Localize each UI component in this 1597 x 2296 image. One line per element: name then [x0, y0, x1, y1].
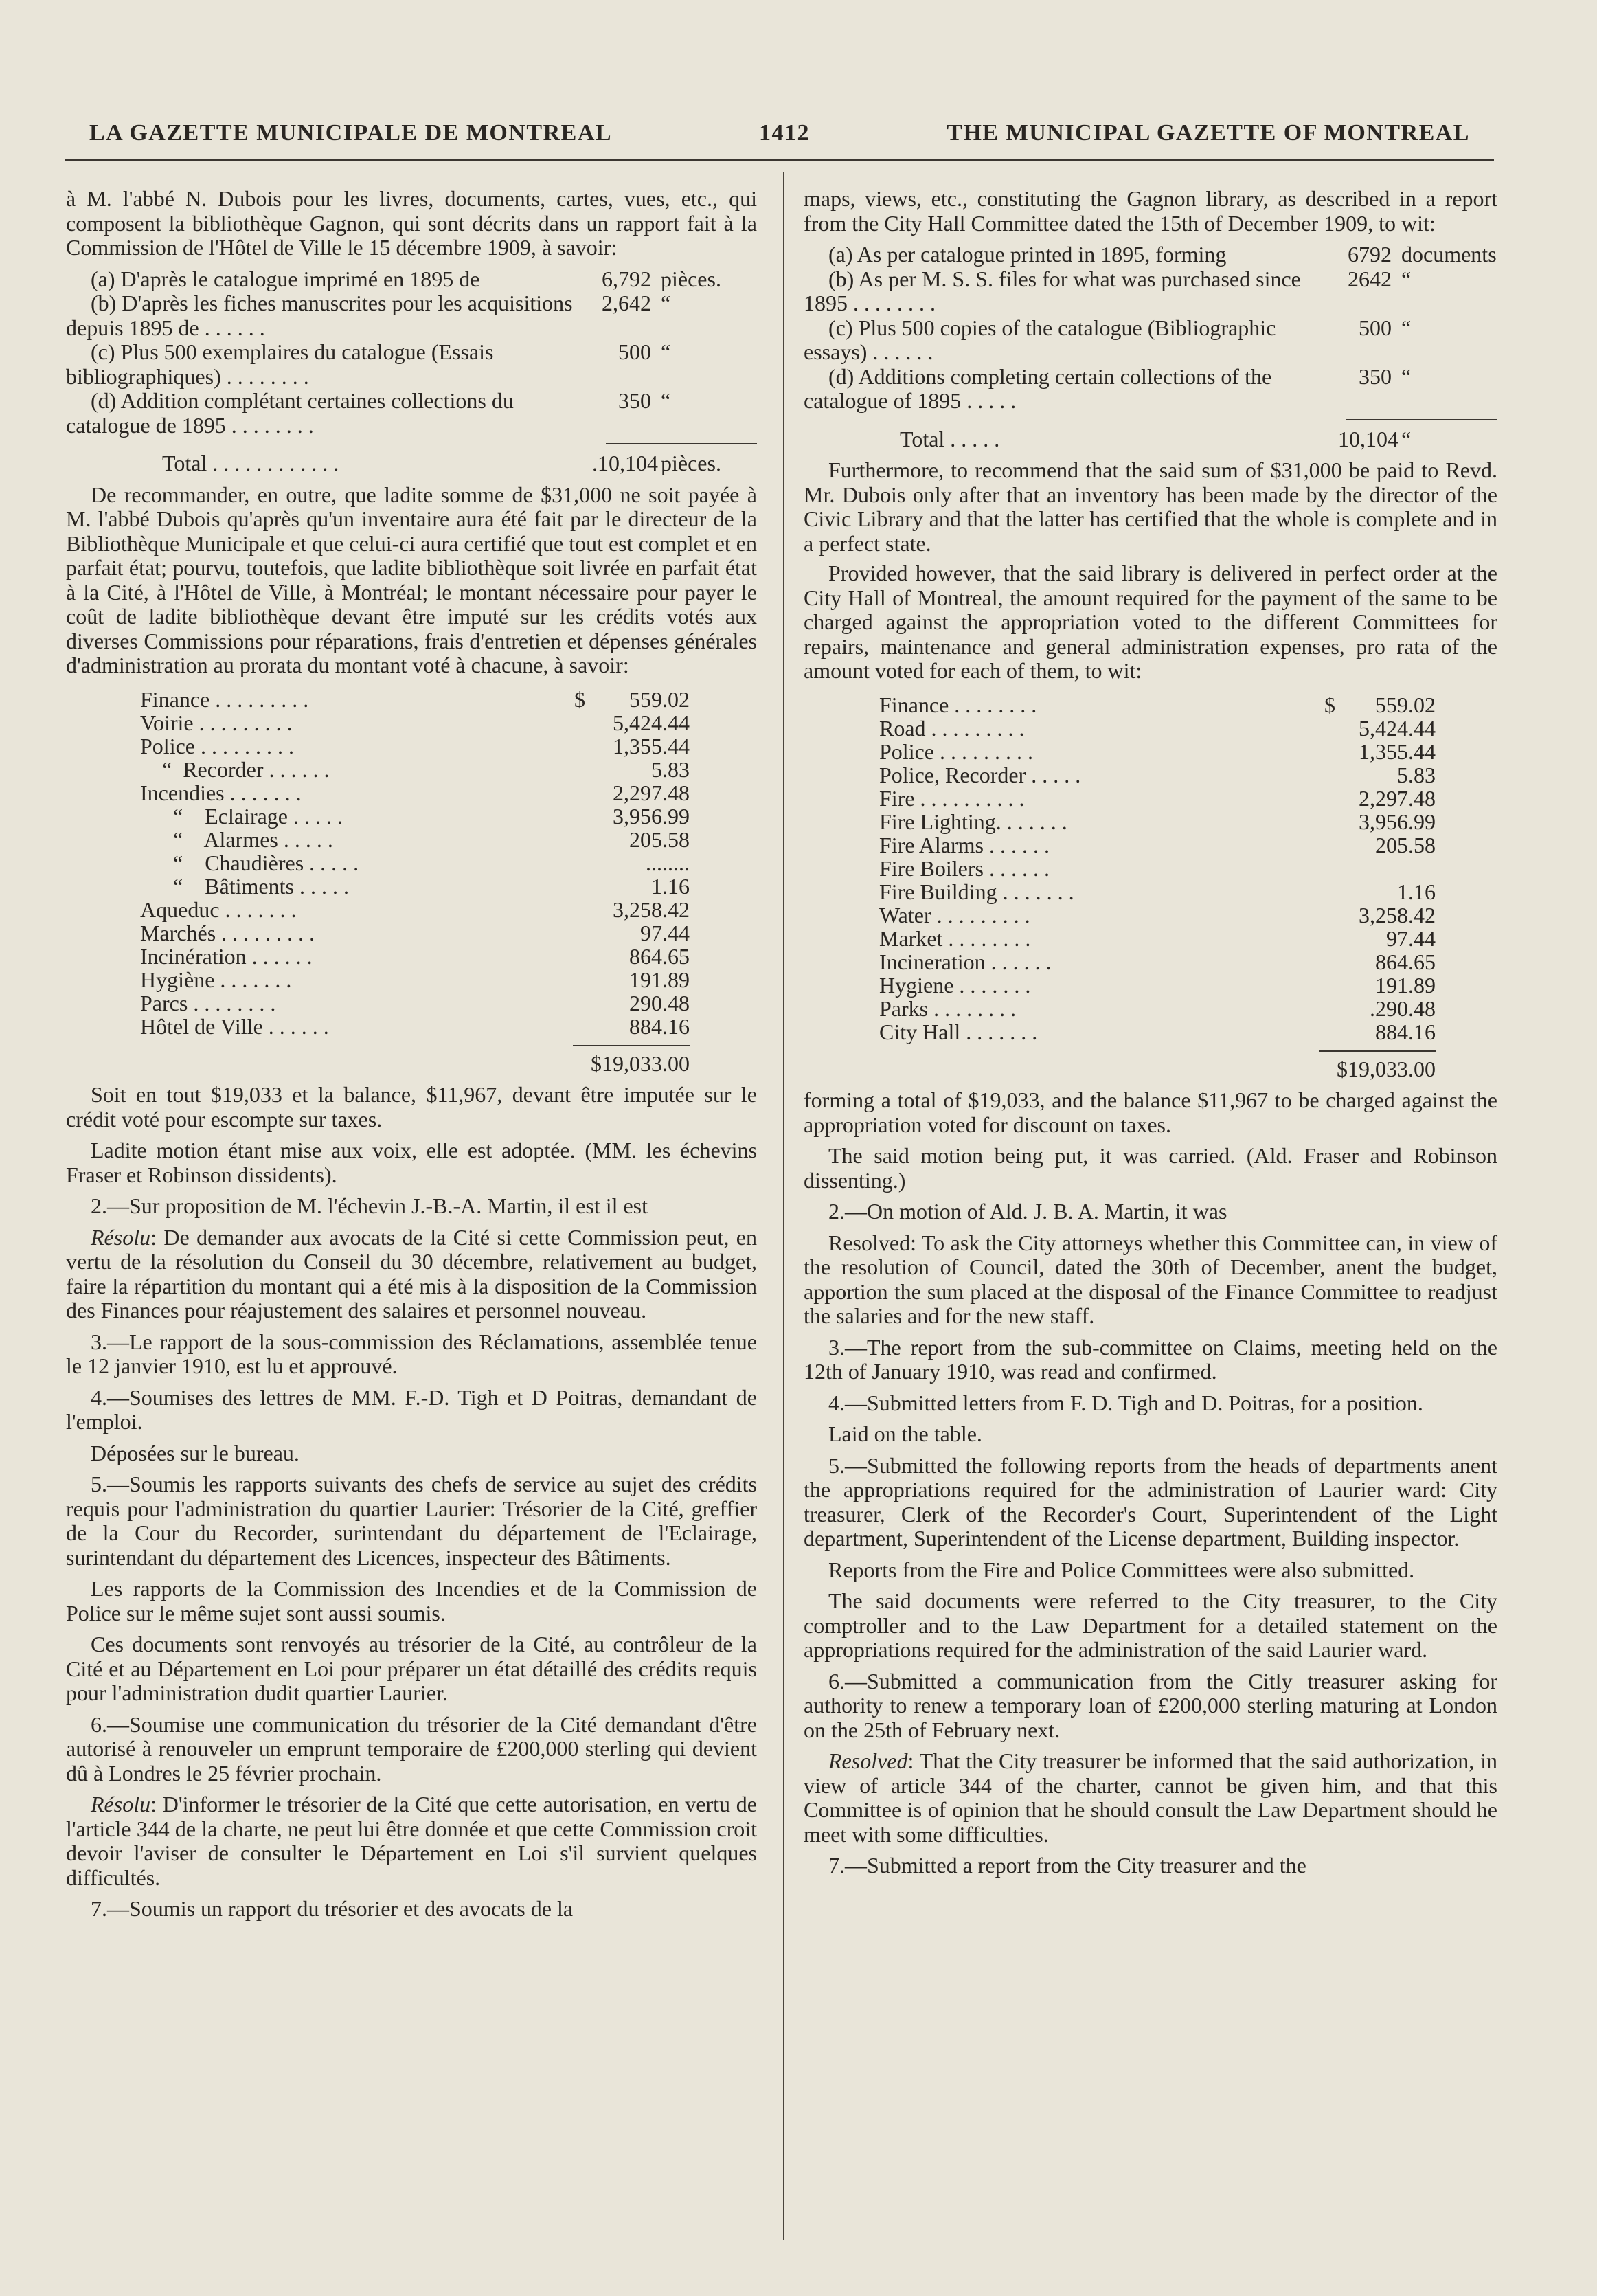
minutes-paragraph	[804, 1200, 1497, 1224]
allocation-name: Market . . . . . . . .	[879, 926, 1031, 951]
allocation-amount: 191.89	[629, 967, 690, 992]
allocation-amount: 3,258.42	[1359, 902, 1436, 927]
header-french-title: LA GAZETTE MUNICIPALE DE MONTREAL	[89, 120, 613, 146]
minutes-paragraph	[66, 1194, 757, 1219]
allocation-total-amount: $19,033.00	[591, 1050, 690, 1076]
allocation-total-rule	[573, 1045, 690, 1046]
paragraph-text: 3.—The report from the sub-committee on Claims, meeting held on the 12th of January 1910, was read and confirmed.	[804, 1334, 1497, 1384]
allocation-row	[879, 833, 1436, 857]
allocation-name: Fire Alarms . . . . . .	[879, 833, 1050, 857]
paragraph-text: 4.—Submitted letters from F. D. Tigh and D. Poitras, for a position.	[828, 1390, 1423, 1415]
french-minutes	[66, 1083, 757, 1922]
minutes-paragraph	[804, 1558, 1497, 1583]
minutes-paragraph	[66, 1138, 757, 1187]
english-column	[804, 187, 1497, 1884]
allocation-amount: 205.58	[629, 826, 690, 852]
catalogue-total-label: Total . . . . .	[900, 426, 1000, 451]
minutes-paragraph	[804, 1422, 1497, 1447]
allocation-row	[879, 693, 1436, 717]
catalogue-row	[804, 365, 1497, 414]
allocation-currency: $	[574, 686, 585, 712]
allocation-name: Hôtel de Ville . . . . . .	[140, 1014, 329, 1039]
paragraph-text: : De demander aux avocats de la Cité si cette Commission peut, en vertu de la résolution du Conseil du 30 décembre, relativement au budget, faire la répartition du montant qui a été mis à la disposition de la Commission des Finances pour réajustement des salaires et personnel nouveau.	[66, 1224, 757, 1323]
allocation-row	[879, 973, 1436, 997]
catalogue-item-text: (d) Additions completing certain collections of the catalogue of 1895 . . . . .	[804, 363, 1272, 413]
minutes-paragraph	[66, 1713, 757, 1786]
allocation-amount: 1,355.44	[1359, 739, 1436, 764]
minutes-paragraph	[66, 1577, 757, 1625]
allocation-name: “ Alarmes . . . . .	[140, 827, 333, 852]
allocation-row	[879, 950, 1436, 973]
allocation-row	[879, 857, 1436, 880]
catalogue-item-unit: “	[1401, 315, 1412, 340]
allocation-amount: 3,956.99	[1359, 809, 1436, 834]
paragraph-text: 2.—On motion of Ald. J. B. A. Martin, it was	[828, 1199, 1227, 1224]
column-divider	[783, 172, 784, 2240]
allocation-row	[879, 903, 1436, 927]
catalogue-row	[66, 340, 757, 389]
catalogue-row	[66, 267, 757, 292]
catalogue-sum-rule	[606, 443, 757, 444]
paragraph-text: The said motion being put, it was carried. (Ald. Fraser and Robinson dissenting.)	[804, 1143, 1497, 1193]
allocation-name: “ Chaudières . . . . .	[140, 851, 359, 875]
minutes-paragraph	[804, 1391, 1497, 1416]
paragraph-text: forming a total of $19,033, and the balance $11,967 to be charged against the appropriation voted for discount on taxes.	[804, 1088, 1497, 1137]
catalogue-item-count: 2,642	[602, 291, 651, 315]
catalogue-item-count: 350	[1359, 363, 1392, 389]
allocation-name: Fire Boilers . . . . . .	[879, 856, 1050, 881]
catalogue-item-unit: “	[1401, 266, 1412, 291]
paragraph-text: : That the City treasurer be informed that the said authorization, in view of article 344 of the charter, cannot be given him, and that this Committee is of opinion that he should consult the Law Department should he meet with some difficulties.	[804, 1748, 1497, 1847]
english-recommendation: Furthermore, to recommend that the said sum of $31,000 be paid to Revd. Mr. Dubois only after that an inventory has been made by the director of the Civic Library and that the latter has certified that the whole is complete and in a perfect state.	[804, 458, 1497, 556]
catalogue-item-unit: “	[1401, 363, 1412, 389]
allocation-total	[879, 1050, 1436, 1082]
allocation-currency: $	[1324, 692, 1335, 717]
allocation-amount: 559.02	[1375, 692, 1436, 717]
catalogue-item-count: 350	[618, 388, 651, 413]
allocation-name: Incineration . . . . . .	[879, 949, 1052, 974]
resolution-lead: Résolu	[91, 1224, 151, 1250]
catalogue-total-count: .10,104	[592, 451, 658, 475]
allocation-name: Incendies . . . . . . .	[140, 780, 302, 805]
minutes-paragraph	[804, 1454, 1497, 1551]
allocation-amount: 2,297.48	[1359, 785, 1436, 811]
allocation-row	[879, 763, 1436, 787]
allocation-name: Parcs . . . . . . . .	[140, 991, 276, 1015]
french-allocation-table	[66, 688, 690, 1077]
paragraph-text: Laid on the table.	[828, 1421, 982, 1446]
allocation-name: Road . . . . . . . . .	[879, 716, 1025, 741]
allocation-amount: 290.48	[629, 990, 690, 1015]
allocation-name: “ Bâtiments . . . . .	[140, 874, 349, 899]
catalogue-total-row	[66, 451, 757, 476]
catalogue-item-unit: pièces.	[661, 266, 721, 291]
allocation-row	[140, 945, 690, 968]
french-intro: à M. l'abbé N. Dubois pour les livres, documents, cartes, vues, etc., qui composent la bibliothèque Gagnon, qui sont décrits dans un rapport fait à la Commission de l'Hôtel de Ville le 15 décembre 1909, à savoir:	[66, 186, 757, 260]
allocation-name: Police, Recorder . . . . .	[879, 763, 1081, 787]
english-catalogue	[804, 243, 1497, 451]
minutes-paragraph	[804, 1144, 1497, 1193]
allocation-total-rule	[1319, 1050, 1436, 1052]
allocation-name: Hygiène . . . . . . .	[140, 967, 292, 992]
allocation-row	[879, 787, 1436, 810]
allocation-name: Hygiene . . . . . . .	[879, 973, 1031, 998]
french-recommendation: De recommander, en outre, que ladite somme de $31,000 ne soit payée à M. l'abbé Dubois qu'après qu'un inventaire aura été fait par le directeur de la Bibliothèque Municipale et que celui-ci aura certifié que tout est complet et en parfait état; pourvu, toutefois, que ladite bibliothèque soit livrée en parfait état à la Cité, à l'Hôtel de Ville, à Montréal; le montant nécessaire pour payer le coût de ladite bibliothèque devant être imputé sur les crédits votés aux diverses Commissions pour réparations, frais d'entretien et dépenses générales d'administration au prorata du montant voté à chacune, à savoir:	[66, 482, 757, 677]
allocation-row	[140, 875, 690, 898]
allocation-amount: 5.83	[651, 756, 690, 782]
minutes-paragraph	[804, 1088, 1497, 1137]
minutes-paragraph	[804, 1669, 1497, 1743]
allocation-name: Voirie . . . . . . . . .	[140, 710, 293, 735]
paragraph-text: 6.—Soumise une communication du trésorier de la Cité demandant d'être autorisé à renouveler un emprunt temporaire de £200,000 sterling qui devient dû à Londres le 25 février prochain.	[66, 1711, 757, 1786]
allocation-name: Finance . . . . . . . . .	[140, 687, 309, 712]
allocation-row	[140, 758, 690, 781]
catalogue-row	[804, 267, 1497, 316]
paragraph-text: Les rapports de la Commission des Incendies et de la Commission de Police sur le même sujet sont aussi soumis.	[66, 1576, 757, 1625]
allocation-name: Marchés . . . . . . . . .	[140, 921, 315, 945]
minutes-paragraph	[66, 1330, 757, 1379]
paragraph-text: 2.—Sur proposition de M. l'échevin J.-B.-A. Martin, il est il est	[91, 1193, 648, 1218]
catalogue-item-count: 500	[1359, 315, 1392, 340]
allocation-amount: 205.58	[1375, 832, 1436, 857]
allocation-row	[140, 781, 690, 804]
allocation-name: Fire Building . . . . . . .	[879, 879, 1074, 904]
paragraph-text: 7.—Soumis un rapport du trésorier et des avocats de la	[91, 1896, 574, 1921]
allocation-row	[140, 968, 690, 991]
catalogue-item-text: (c) Plus 500 copies of the catalogue (Bibliographic essays) . . . . . .	[804, 315, 1276, 364]
french-column	[66, 187, 757, 1927]
allocation-name: “ Eclairage . . . . .	[140, 804, 343, 829]
paragraph-text: 7.—Submitted a report from the City treasurer and the	[828, 1853, 1306, 1878]
allocation-name: Police . . . . . . . . .	[140, 734, 294, 758]
allocation-amount: 97.44	[1386, 925, 1436, 951]
catalogue-item-count: 6,792	[602, 266, 651, 291]
catalogue-item-unit: “	[661, 291, 671, 315]
minutes-paragraph	[66, 1897, 757, 1922]
catalogue-item-text: (d) Addition complétant certaines collections du catalogue de 1895 . . . . . . . .	[66, 388, 514, 438]
minutes-paragraph	[804, 1854, 1497, 1878]
allocation-amount: 97.44	[640, 920, 690, 945]
paragraph-text: Ces documents sont renvoyés au trésorier de la Cité, au contrôleur de la Cité et au Département en Loi pour préparer un état détaillé des crédits requis pour l'administration dudit quartier Laurier.	[66, 1632, 757, 1705]
allocation-amount: 191.89	[1375, 972, 1436, 998]
paragraph-text: Ladite motion étant mise aux voix, elle est adoptée. (MM. les échevins Fraser et Robinson dissidents).	[66, 1138, 757, 1187]
minutes-paragraph	[66, 1632, 757, 1706]
allocation-name: Finance . . . . . . . .	[879, 693, 1037, 717]
catalogue-item-count: 2642	[1348, 266, 1392, 291]
catalogue-item-count: 500	[618, 339, 651, 364]
catalogue-item-text: (a) As per catalogue printed in 1895, forming	[828, 242, 1227, 267]
catalogue-total-label: Total . . . . . . . . . . . .	[162, 451, 339, 475]
allocation-amount: 5,424.44	[1359, 715, 1436, 741]
page-header	[89, 120, 1470, 153]
catalogue-row	[66, 291, 757, 340]
allocation-name: Fire . . . . . . . . . .	[879, 786, 1025, 811]
catalogue-item-unit: “	[661, 339, 671, 364]
resolution-lead: Resolved	[828, 1748, 908, 1773]
allocation-row	[879, 997, 1436, 1020]
minutes-paragraph	[66, 1792, 757, 1890]
paragraph-text: 3.—Le rapport de la sous-commission des Réclamations, assemblée tenue le 12 janvier 1910, est lu et approuvé.	[66, 1329, 757, 1378]
minutes-paragraph	[66, 1441, 757, 1466]
allocation-amount: .290.48	[1370, 995, 1436, 1021]
catalogue-row	[804, 316, 1497, 365]
allocation-row	[140, 711, 690, 734]
allocation-amount: ........	[646, 850, 690, 875]
minutes-paragraph	[66, 1226, 757, 1323]
paragraph-text: 6.—Submitted a communication from the Citly treasurer asking for authority to renew a temporary loan of £200,000 sterling maturing at London on the 25th of February next.	[804, 1668, 1497, 1742]
catalogue-item-unit: documents	[1401, 242, 1497, 267]
catalogue-total-row	[804, 427, 1497, 452]
allocation-row	[140, 828, 690, 851]
allocation-amount: 5,424.44	[613, 710, 690, 735]
allocation-amount: 884.16	[629, 1013, 690, 1039]
allocation-amount: 559.02	[629, 686, 690, 712]
paragraph-text: 4.—Soumises des lettres de MM. F.-D. Tigh et D Poitras, demandant de l'emploi.	[66, 1384, 757, 1434]
allocation-row	[879, 810, 1436, 833]
allocation-total	[140, 1045, 690, 1077]
minutes-paragraph	[804, 1336, 1497, 1384]
minutes-paragraph	[804, 1589, 1497, 1663]
catalogue-row	[66, 389, 757, 438]
catalogue-total-unit: “	[1401, 426, 1412, 451]
allocation-row	[879, 880, 1436, 903]
english-provision: Provided however, that the said library is delivered in perfect order at the City Hall of Montreal, the amount required for the payment of the same to be charged against the appropriation voted to the different Committees for repairs, maintenance and general administration expenses, pro rata of the amount voted for each of them, to wit:	[804, 561, 1497, 683]
catalogue-item-text: (b) D'après les fiches manuscrites pour les acquisitions depuis 1895 de . . . . . .	[66, 291, 573, 340]
paragraph-text: 5.—Soumis les rapports suivants des chefs de service au sujet des crédits requis pour l'administration du quartier Laurier: Trésorier de la Cité, greffier de la Cour du Recorder, surintendant du département de l'Eclairage, surintendant du département des Licences, inspecteur des Bâtiments.	[66, 1472, 757, 1570]
allocation-amount: 864.65	[629, 943, 690, 969]
minutes-paragraph	[66, 1083, 757, 1132]
catalogue-total-unit: pièces.	[661, 451, 721, 475]
minutes-paragraph	[66, 1472, 757, 1570]
allocation-row	[879, 927, 1436, 950]
paragraph-text: Soit en tout $19,033 et la balance, $11,967, devant être imputée sur le crédit voté pour escompte sur taxes.	[66, 1082, 757, 1132]
paragraph-text: The said documents were referred to the City treasurer, to the City comptroller and to the Law Department for a detailed statement on the appropriations required for the administration of the said Laurier ward.	[804, 1588, 1497, 1662]
page-number: 1412	[759, 120, 810, 146]
minutes-paragraph	[804, 1749, 1497, 1847]
english-minutes	[804, 1088, 1497, 1878]
allocation-amount: 1,355.44	[613, 733, 690, 758]
allocation-row	[140, 851, 690, 875]
allocation-name: Parks . . . . . . . .	[879, 996, 1017, 1021]
allocation-amount: 1.16	[1397, 879, 1436, 904]
allocation-row	[140, 991, 690, 1015]
allocation-amount: 1.16	[651, 873, 690, 899]
catalogue-item-count: 6792	[1348, 242, 1392, 267]
header-english-title: THE MUNICIPAL GAZETTE OF MONTREAL	[947, 120, 1470, 146]
catalogue-item-text: (a) D'après le catalogue imprimé en 1895 de	[91, 266, 480, 291]
allocation-row	[879, 740, 1436, 763]
catalogue-total-count: 10,104	[1338, 426, 1398, 451]
allocation-row	[140, 804, 690, 828]
paragraph-text: Déposées sur le bureau.	[91, 1440, 299, 1465]
allocation-name: Aqueduc . . . . . . .	[140, 897, 297, 922]
allocation-row	[140, 734, 690, 758]
paragraph-text: Resolved: To ask the City attorneys whether this Committee can, in view of the resolution of Council, dated the 30th of December, anent the budget, apportion the sum placed at the disposal of the Finance Committee to readjust the salaries and for the new staff.	[804, 1230, 1497, 1328]
paragraph-text: Reports from the Fire and Police Committees were also submitted.	[828, 1557, 1415, 1582]
minutes-paragraph	[804, 1231, 1497, 1329]
english-intro: maps, views, etc., constituting the Gagnon library, as described in a report from the City Hall Committee dated the 15th of December 1909, to wit:	[804, 186, 1497, 236]
allocation-name: “ Recorder . . . . . .	[140, 757, 330, 782]
paragraph-text: : D'informer le trésorier de la Cité que cette autorisation, en vertu de l'article 344 de la charte, ne peut lui être donnée et que cette Commission croit devoir l'aviser de consulter le Département en Loi s'il survient quelques difficultés.	[66, 1792, 757, 1890]
catalogue-item-unit: “	[661, 388, 671, 413]
catalogue-item-text: (c) Plus 500 exemplaires du catalogue (Essais bibliographiques) . . . . . . . .	[66, 339, 494, 389]
allocation-amount: 5.83	[1397, 762, 1436, 787]
allocation-row	[879, 717, 1436, 740]
allocation-name: Fire Lighting. . . . . . .	[879, 809, 1067, 834]
allocation-name: Incinération . . . . . .	[140, 944, 313, 969]
allocation-name: City Hall . . . . . . .	[879, 1020, 1038, 1044]
header-rule	[65, 159, 1494, 161]
allocation-total-amount: $19,033.00	[1337, 1056, 1436, 1081]
minutes-paragraph	[66, 1386, 757, 1434]
allocation-amount: 864.65	[1375, 949, 1436, 974]
paragraph-text: 5.—Submitted the following reports from the heads of departments anent the appropriations required for the administration of Laurier ward: City treasurer, Clerk of the Recorder's Court, Superintendent of the Light department, Superintendent of the License department, Building inspector.	[804, 1452, 1497, 1551]
allocation-row	[140, 898, 690, 921]
resolution-lead: Résolu	[91, 1792, 151, 1816]
allocation-row	[140, 1015, 690, 1038]
catalogue-item-text: (b) As per M. S. S. files for what was purchased since 1895 . . . . . . . .	[804, 266, 1301, 315]
allocation-row	[140, 921, 690, 945]
allocation-amount: 3,258.42	[613, 897, 690, 922]
allocation-name: Water . . . . . . . . .	[879, 903, 1030, 927]
english-allocation-table	[804, 693, 1436, 1082]
catalogue-sum-rule	[1346, 419, 1497, 420]
catalogue-row	[804, 243, 1497, 267]
allocation-row	[879, 1020, 1436, 1044]
allocation-row	[140, 688, 690, 711]
french-catalogue	[66, 267, 757, 476]
allocation-amount: 2,297.48	[613, 780, 690, 805]
allocation-amount: 884.16	[1375, 1019, 1436, 1044]
allocation-name: Police . . . . . . . . .	[879, 739, 1033, 764]
allocation-amount: 3,956.99	[613, 803, 690, 829]
